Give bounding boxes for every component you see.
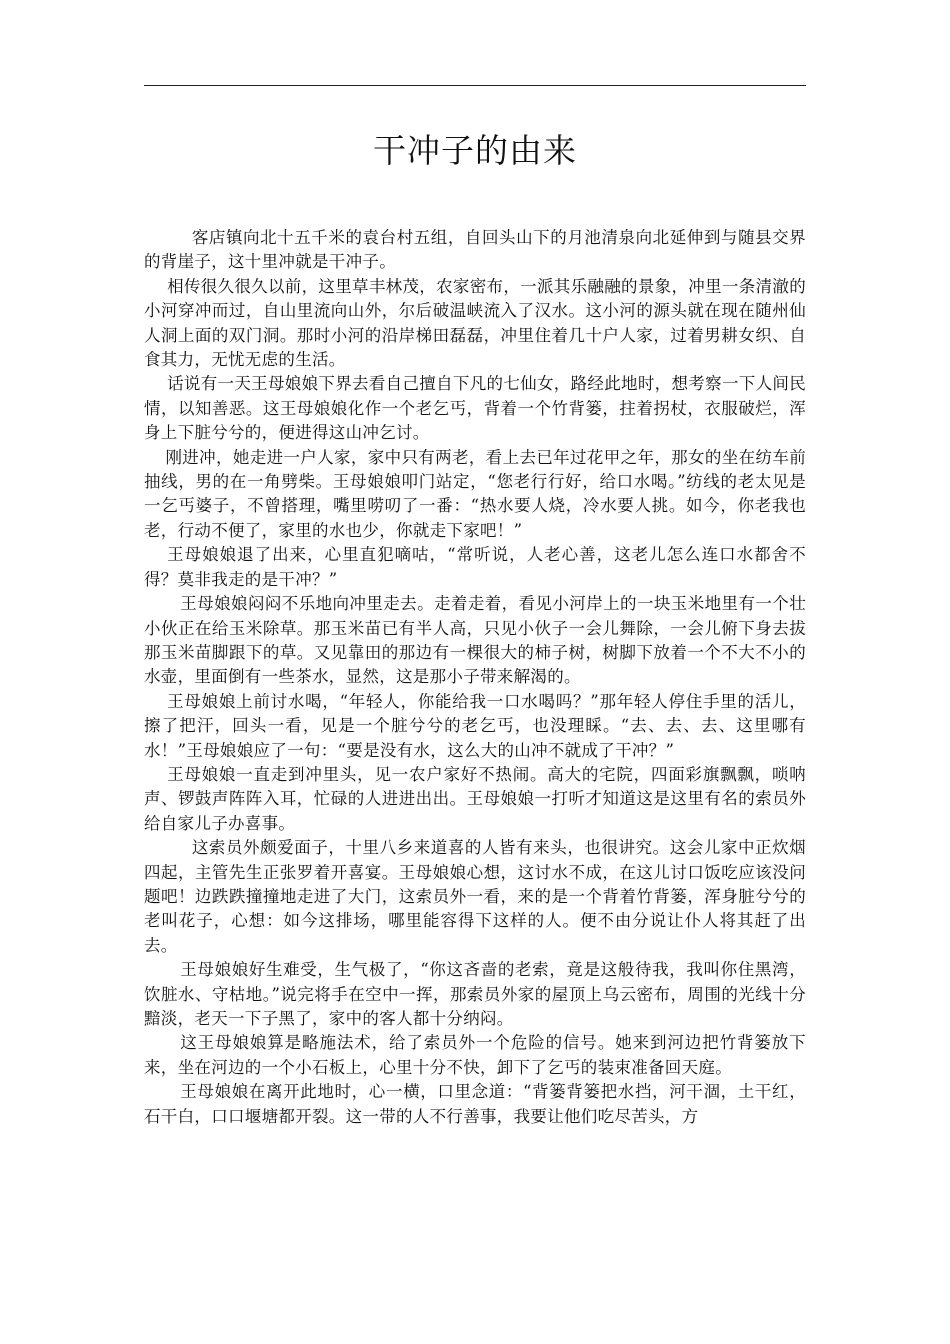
paragraph-4: 刚进冲，她走进一户人家，家中只有两老，看上去已年过花甲之年，那女的坐在纺车前抽线，男的在一角劈柴。王母娘娘叩门站定，“您老行行好，给口水喝。”纺线的老太见是一乞丐婆子，不曾搭理，嘴里唠叨了一番：“热水要人烧，冷水要人挑。如今，你老我也老，行动不便了，家里的水也少，你就走下家吧！”	[144, 447, 806, 540]
paragraph-10: 王母娘娘好生难受，生气极了，“你这吝啬的老索，竟是这般待我，我叫你住黑湾，饮脏水、守枯地。”说完将手在空中一挥，那索员外家的屋顶上乌云密布，周围的光线十分黯淡，老天一下子黑了，家中的客人都十分纳闷。	[144, 960, 806, 1028]
paragraph-7: 王母娘娘上前讨水喝，“年轻人，你能给我一口水喝吗？”那年轻人停住手里的活儿，擦了把汗，回头一看，见是一个脏兮兮的老乞丐，也没理睬。“去、去、去、这里哪有水！”王母娘娘应了一句：“要是没有水，这么大的山冲不就成了干冲？”	[144, 691, 806, 760]
paragraph-3: 话说有一天王母娘娘下界去看自己擅自下凡的七仙女，路经此地时，想考察一下人间民情，以知善恶。这王母娘娘化作一个老乞丐，背着一个竹背篓，拄着拐杖，衣服破烂，浑身上下脏兮兮的，便进得这山冲乞讨。	[144, 374, 806, 443]
document-body	[144, 226, 806, 1129]
paragraph-1: 客店镇向北十五千米的袁台村五组，自回头山下的月池清泉向北延伸到与随县交界的背崖子，这十里冲就是干冲子。	[144, 228, 806, 272]
paragraph-9: 这索员外颇爱面子，十里八乡来道喜的人皆有来头，也很讲究。这会儿家中正炊烟四起，主管先生正张罗着开喜宴。王母娘娘心想，这讨水不成，在这儿讨口饭吃应该没问题吧！边跌跌撞撞地走进了大门，这索员外一看，来的是一个背着竹背篓，浑身脏兮兮的老叫花子，心想：如今这排场，哪里能容得下这样的人。便不由分说让仆人将其赶了出去。	[144, 838, 806, 955]
document-title: 干冲子的由来	[373, 131, 577, 170]
paragraph-6: 王母娘娘闷闷不乐地向冲里走去。走着走着，看见小河岸上的一块玉米地里有一个壮小伙正在给玉米除草。那玉米苗已有半人高，只见小伙子一会儿舞除，一会儿俯下身去拔那玉米苗脚跟下的草。又见靠田的那边有一棵很大的柿子树，树脚下放着一个不大不小的水壶，里面倒有一些茶水，显然，这是那小子带来解渴的。	[144, 594, 806, 687]
paragraph-12: 王母娘娘在离开此地时，心一横，口里念道：“背篓背篓把水挡，河干涸，土干红，石干白，口口堰塘都开裂。这一带的人不行善事，我要让他们吃尽苦头，方	[144, 1082, 806, 1126]
paragraph-11: 这王母娘娘算是略施法术，给了索员外一个危险的信号。她来到河边把竹背篓放下来，坐在河边的一个小石板上，心里十分不快，卸下了乞丐的装束准备回天庭。	[144, 1033, 806, 1077]
paragraph-8: 王母娘娘一直走到冲里头，见一农户家好不热闹。高大的宅院，四面彩旗飘飘，唢呐声、锣鼓声阵阵入耳，忙碌的人进进出出。王母娘娘一打听才知道这是这里有名的索员外给自家儿子办喜事。	[144, 764, 806, 833]
header-rule	[144, 85, 806, 86]
paragraph-2: 相传很久很久以前，这里草丰林茂，农家密布，一派其乐融融的景象，冲里一条清澈的小河穿冲而过，自山里流向山外，尔后破温峡流入了汉水。这小河的源头就在现在随州仙人洞上面的双门洞。那时小河的沿岸梯田磊磊，冲里住着几十户人家，过着男耕女织、自食其力，无忧无虑的生活。	[144, 276, 806, 370]
paragraph-5: 王母娘娘退了出来，心里直犯嘀咕，“常听说，人老心善，这老儿怎么连口水都舍不得？莫非我走的是干冲？”	[144, 545, 806, 589]
